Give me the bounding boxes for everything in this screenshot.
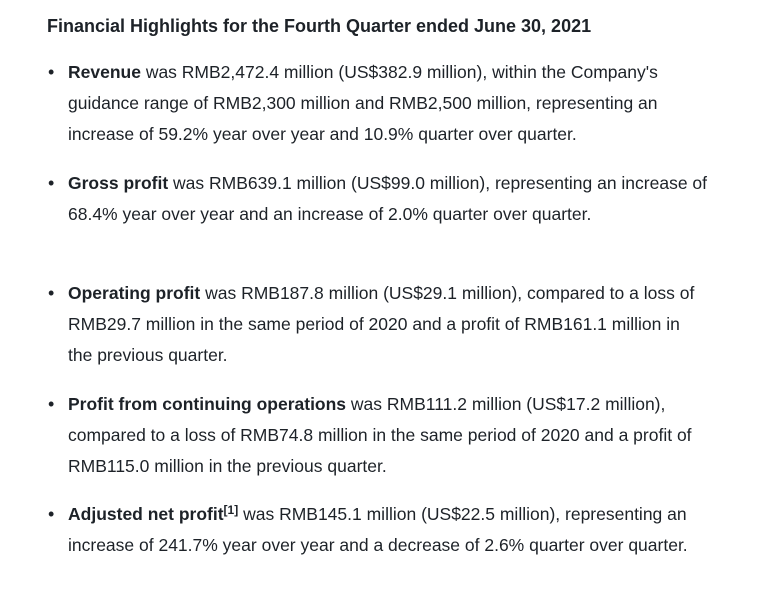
item-term: Profit from continuing operations bbox=[68, 394, 347, 414]
item-description: was RMB639.1 million (US$99.0 million), representing an increase of 68.4% year over year and an increase of 2.0% quarter over quarter. bbox=[68, 173, 708, 224]
list-item-text bbox=[68, 57, 708, 150]
item-description: was RMB187.8 million (US$29.1 million), compared to a loss of RMB29.7 million in the same period of 2020 and a profit of RMB161.1 million in the previous quarter. bbox=[68, 283, 695, 365]
item-term: Adjusted net profit bbox=[68, 504, 224, 524]
bullet-icon: • bbox=[48, 394, 55, 414]
bullet-icon: • bbox=[48, 504, 55, 524]
item-description: was RMB111.2 million (US$17.2 million), compared to a loss of RMB74.8 million in the same period of 2020 and a profit of RMB115.0 million in the previous quarter. bbox=[68, 394, 692, 476]
item-term: Gross profit bbox=[68, 173, 169, 193]
list-item-text bbox=[68, 499, 708, 561]
bullet-icon: • bbox=[48, 283, 55, 303]
bullet-icon: • bbox=[48, 173, 55, 193]
item-description: was RMB145.1 million (US$22.5 million), representing an increase of 241.7% year over year and a decrease of 2.6% quarter over quarter. bbox=[68, 504, 688, 555]
item-description: was RMB2,472.4 million (US$382.9 million), within the Company's guidance range of RMB2,300 million and RMB2,500 million, representing an increase of 59.2% year over year and 10.9% quarter over quarter. bbox=[68, 62, 658, 144]
item-term: Operating profit bbox=[68, 283, 201, 303]
list-item-text bbox=[68, 278, 708, 371]
list-item-text bbox=[68, 168, 708, 230]
list-item-text bbox=[68, 389, 708, 482]
item-term: Revenue bbox=[68, 62, 141, 82]
section-heading: Financial Highlights for the Fourth Quarter ended June 30, 2021 bbox=[47, 16, 592, 36]
footnote-link[interactable]: [1] bbox=[223, 503, 239, 517]
bullet-icon: • bbox=[48, 62, 55, 82]
